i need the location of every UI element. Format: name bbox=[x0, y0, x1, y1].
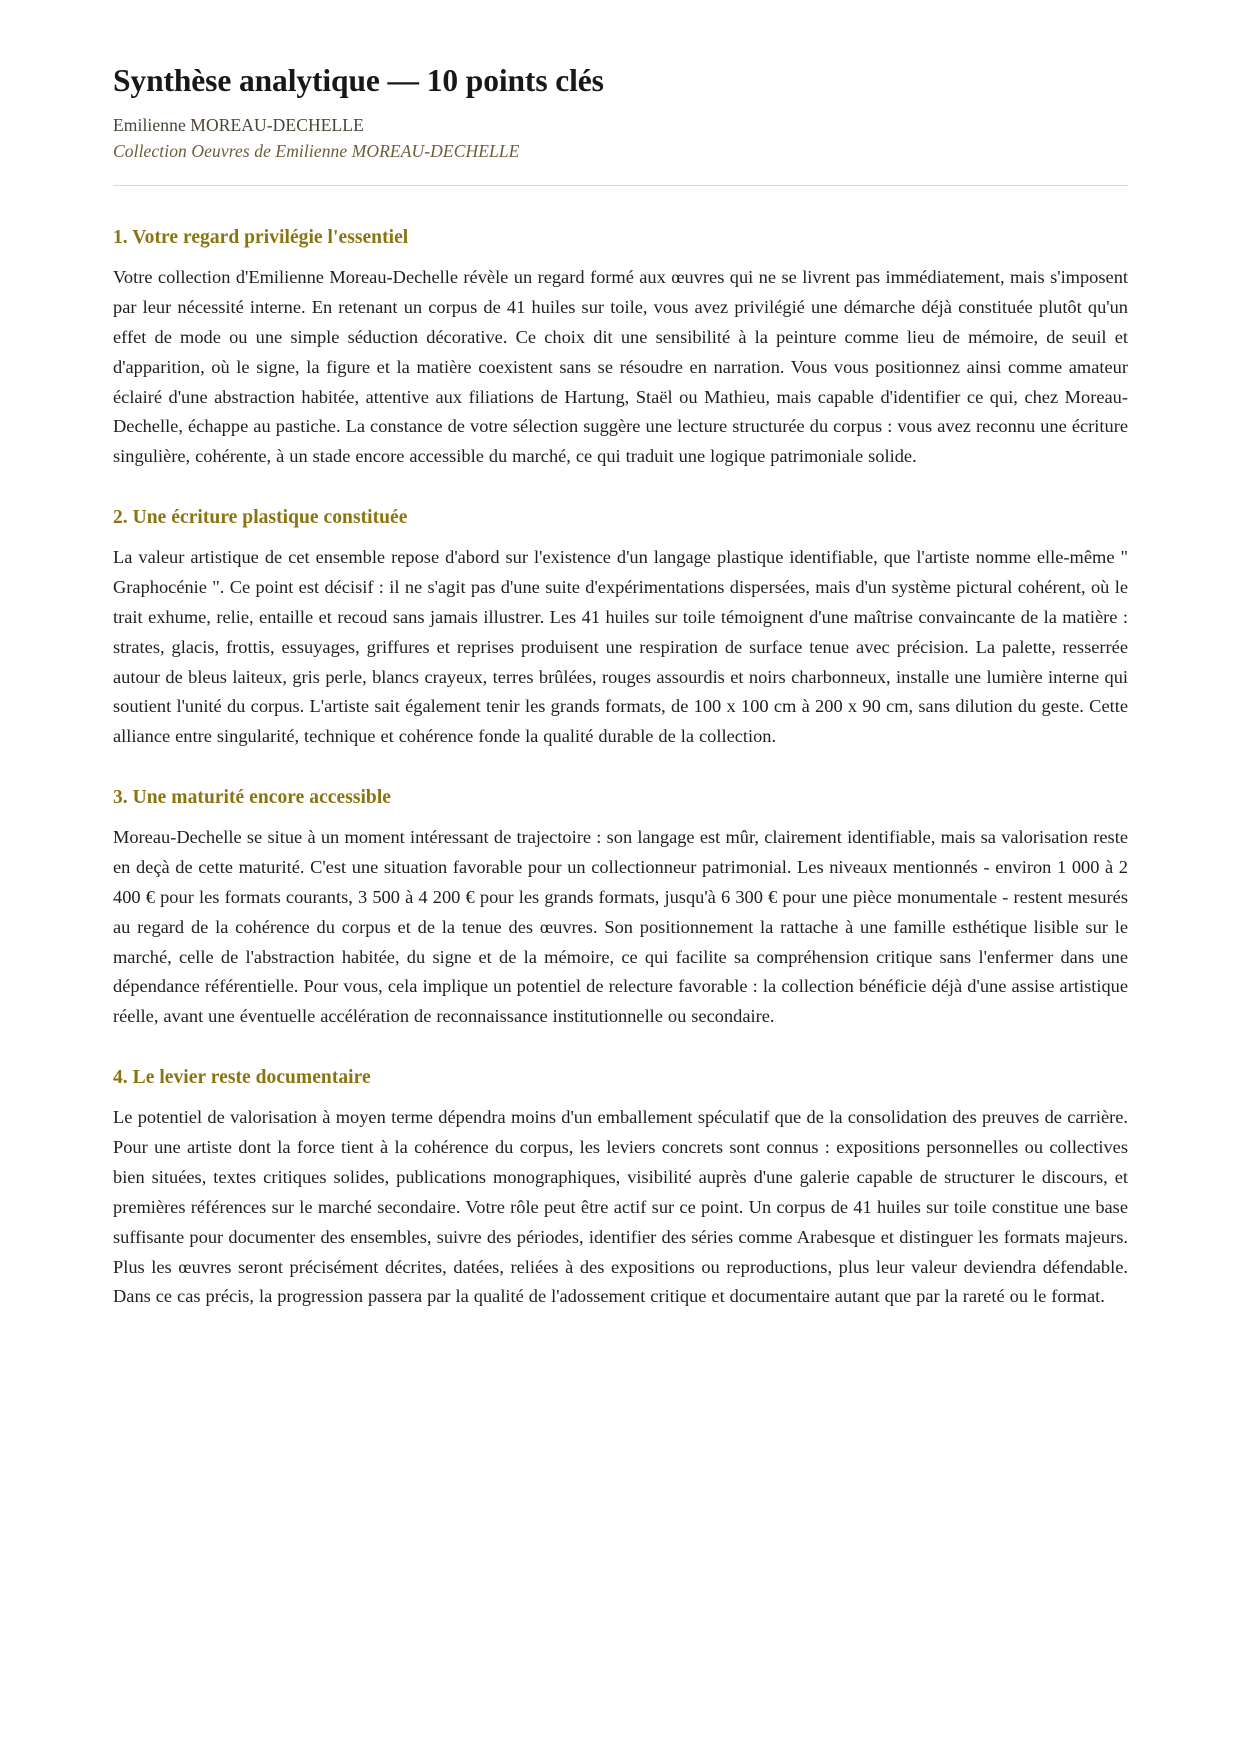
page-title: Synthèse analytique — 10 points clés bbox=[113, 63, 604, 98]
section-4-heading: 4. Le levier reste documentaire bbox=[113, 1067, 371, 1089]
section-2-heading: 2. Une écriture plastique constituée bbox=[113, 506, 408, 528]
section-2-body: La valeur artistique de cet ensemble repose d'abord sur l'existence d'un langage plastique identifiable, que l'artiste nomme elle-même " Graphocénie ". Ce point est décisif : il ne s'agit pas d'une suite d'expérimentations dispersées, mais d'un système pictural cohérent, où le trait exhume, relie, entaille et recoud sans jamais illustrer. Les 41 huiles sur toile témoignent d'une maîtrise convaincante de la matière : strates, glacis, frottis, essuyages, griffures et reprises produisent une respiration de surface tenue avec précision. La palette, resserrée autour de bleus laiteux, gris perle, blancs crayeux, terres brûlées, rouges assourdis et noirs charbonneux, installe une lumière interne qui soutient l'unité du corpus. L'artiste sait également tenir les grands formats, de 100 x 100 cm à 200 x 90 cm, sans dilution du geste. Cette alliance entre singularité, technique et cohérence fonde la qualité durable de la collection. bbox=[113, 547, 1128, 747]
section-3 bbox=[113, 786, 1128, 1032]
section-1 bbox=[113, 226, 1128, 472]
section-1-body: Votre collection d'Emilienne Moreau-Dechelle révèle un regard formé aux œuvres qui ne se livrent pas immédiatement, mais s'imposent par leur nécessité interne. En retenant un corpus de 41 huiles sur toile, vous avez privilégié une démarche déjà constituée plutôt qu'un effet de mode ou une simple séduction décorative. Ce choix dit une sensibilité à la peinture comme lieu de mémoire, de seuil et d'apparition, où le signe, la figure et la matière coexistent sans se résoudre en narration. Vous vous positionnez ainsi comme amateur éclairé d'une abstraction habitée, attentive aux filiations de Hartung, Staël ou Mathieu, mais capable d'identifier ce qui, chez Moreau-Dechelle, échappe au pastiche. La constance de votre sélection suggère une lecture structurée du corpus : vous avez reconnu une écriture singulière, cohérente, à un stade encore accessible du marché, ce qui traduit une logique patrimoniale solide. bbox=[113, 267, 1128, 467]
section-3-body: Moreau-Dechelle se situe à un moment intéressant de trajectoire : son langage est mûr, clairement identifiable, mais sa valorisation reste en deçà de cette maturité. C'est une situation favorable pour un collectionneur patrimonial. Les niveaux mentionnés - environ 1 000 à 2 400 € pour les formats courants, 3 500 à 4 200 € pour les grands formats, jusqu'à 6 300 € pour une pièce monumentale - restent mesurés au regard de la cohérence du corpus et de la tenue des œuvres. Son positionnement la rattache à une famille esthétique lisible sur le marché, celle de l'abstraction habitée, du signe et de la mémoire, ce qui facilite sa compréhension critique sans l'enfermer dans une dépendance référentielle. Pour vous, cela implique un potentiel de relecture favorable : la collection bénéficie déjà d'une assise artistique réelle, avant une éventuelle accélération de reconnaissance institutionnelle ou secondaire. bbox=[113, 827, 1128, 1027]
section-4-body: Le potentiel de valorisation à moyen terme dépendra moins d'un emballement spéculatif que de la consolidation des preuves de carrière. Pour une artiste dont la force tient à la cohérence du corpus, les leviers concrets sont connus : expositions personnelles ou collectives bien situées, textes critiques solides, publications monographiques, visibilité auprès d'une galerie capable de structurer le discours, et premières références sur le marché secondaire. Votre rôle peut être actif sur ce point. Un corpus de 41 huiles sur toile constitue une base suffisante pour documenter des ensembles, suivre des périodes, identifier des séries comme Arabesque et distinguer les formats majeurs. Plus les œuvres seront précisément décrites, datées, reliées à des expositions ou reproductions, plus leur valeur deviendra défendable. Dans ce cas précis, la progression passera par la qualité de l'adossement critique et documentaire autant que par la rareté ou le format. bbox=[113, 1107, 1128, 1307]
sections-container bbox=[113, 226, 1128, 1312]
document-collection-subtitle: Collection Oeuvres de Emilienne MOREAU-DECHELLE bbox=[113, 141, 520, 162]
section-3-heading: 3. Une maturité encore accessible bbox=[113, 787, 392, 809]
document-header bbox=[113, 62, 1128, 186]
section-4 bbox=[113, 1066, 1128, 1312]
section-1-heading: 1. Votre regard privilégie l'essentiel bbox=[113, 226, 409, 248]
section-2 bbox=[113, 506, 1128, 752]
document-author: Emilienne MOREAU-DECHELLE bbox=[113, 115, 364, 136]
header-divider bbox=[113, 185, 1128, 186]
